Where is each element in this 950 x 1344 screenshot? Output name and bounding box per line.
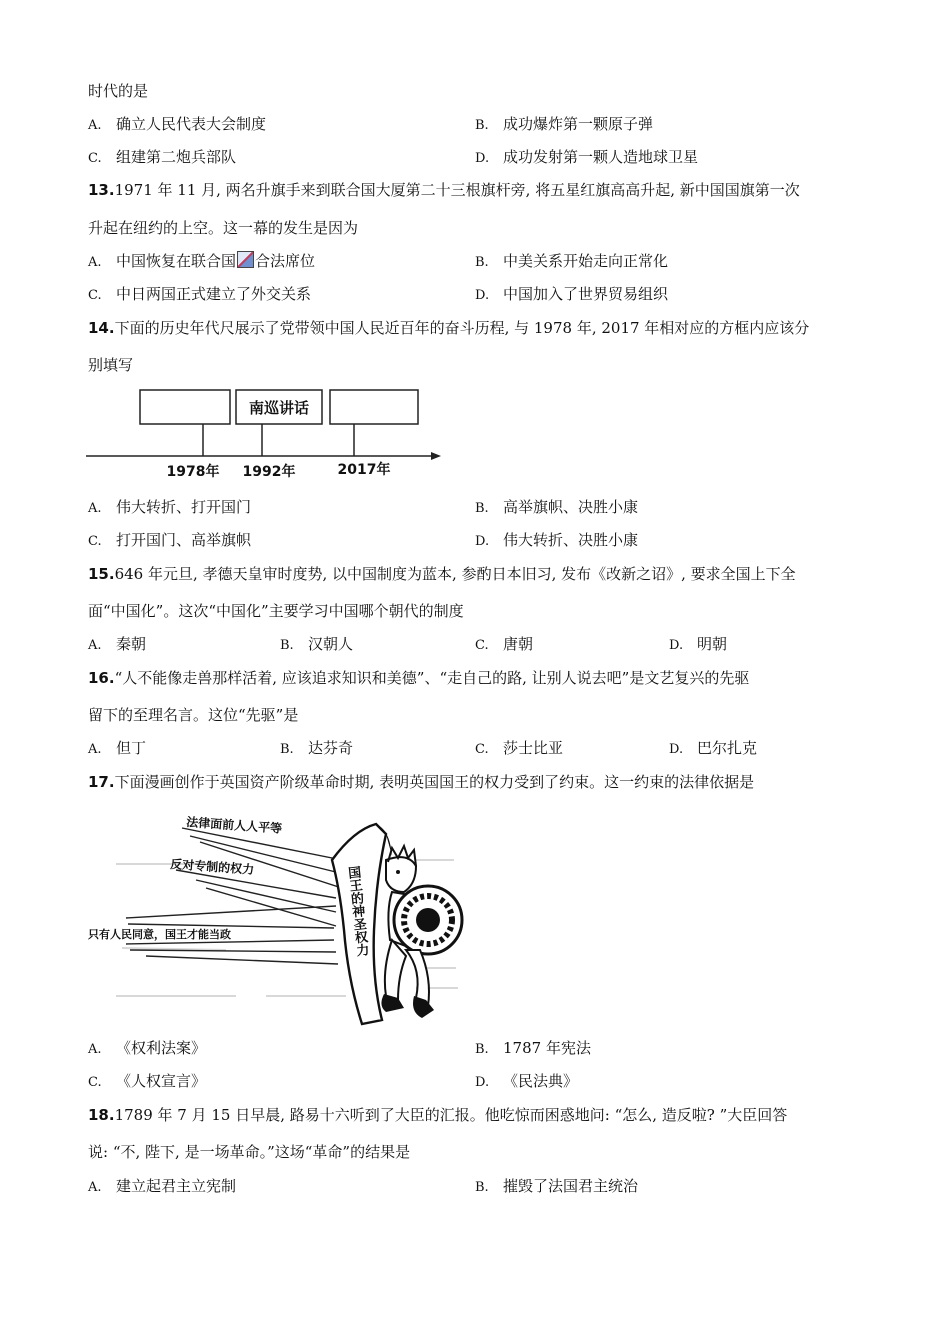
q12-option-d[interactable]: D. 成功发射第一颗人造地球卫星 (475, 148, 699, 166)
q17-option-c[interactable]: C. 《人权宣言》 (88, 1072, 207, 1090)
q15-option-c[interactable]: C. 唐朝 (475, 635, 534, 653)
q13-option-a[interactable]: A. 中国恢复在联合国 合法席位 (88, 252, 316, 270)
q12-option-a[interactable]: A. 确立人民代表大会制度 (88, 115, 267, 133)
q15-option-a[interactable]: A. 秦朝 (88, 635, 147, 653)
q14-option-b[interactable]: B. 高举旗帜、决胜小康 (475, 498, 639, 516)
king-figure (381, 846, 462, 1018)
q12-option-c[interactable]: C. 组建第二炮兵部队 (88, 148, 237, 166)
q17-option-a[interactable]: A. 《权利法案》 (88, 1039, 207, 1057)
q14-stem-line2: 别填写 (88, 356, 134, 374)
cartoon-figure (86, 800, 466, 1032)
q18-option-a[interactable]: A. 建立起君主立宪制 (88, 1177, 237, 1195)
q16-option-a[interactable]: A. 但丁 (88, 739, 147, 757)
timeline-year-label: 1978年 (166, 464, 220, 480)
q15-stem-line1: 15.646 年元旦, 孝德天皇审时度势, 以中国制度为蓝本, 参酌日本旧习, 发布《改新之诏》, 要求全国上下全 (88, 565, 796, 583)
q18-option-b[interactable]: B. 摧毁了法国君主统治 (475, 1177, 639, 1195)
arrow-rays (126, 828, 352, 964)
q16-option-c[interactable]: C. 莎士比亚 (475, 739, 564, 757)
q16-option-d[interactable]: D. 巴尔扎克 (669, 739, 758, 757)
q18-stem-line1: 18.1789 年 7 月 15 日早晨, 路易十六听到了大臣的汇报。他吃惊而困惑地问: “怎么, 造反啦? ”大臣回答 (88, 1106, 788, 1124)
q12-option-b[interactable]: B. 成功爆炸第一颗原子弹 (475, 115, 654, 133)
timeline-arrow-icon (431, 452, 441, 460)
q16-stem-line1: 16.“人不能像走兽那样活着, 应该追求知识和美德”、“走自己的路, 让别人说去吧”是文艺复兴的先驱 (88, 669, 750, 687)
q17-stem-line1: 17.下面漫画创作于英国资产阶级革命时期, 表明英国国王的权力受到了约束。这一约束的法律依据是 (88, 773, 755, 791)
q17-option-d[interactable]: D. 《民法典》 (475, 1072, 579, 1090)
timeline-box-2017[interactable] (330, 390, 418, 424)
timeline-year-label: 2017年 (337, 462, 391, 478)
q18-stem-line2: 说: “不, 陛下, 是一场革命。”这场“革命”的结果是 (88, 1143, 411, 1161)
cartoon-arrow-label: 反对专制的权力 (169, 857, 255, 877)
cartoon-arrow-label: 法律面前人人平等 (185, 815, 283, 836)
q15-stem-line2: 面“中国化”。这次“中国化”主要学习中国哪个朝代的制度 (88, 602, 464, 620)
q16-option-b[interactable]: B. 达芬奇 (280, 739, 354, 757)
shield-label: 国王的神圣权力 (344, 865, 369, 958)
q14-stem-line1: 14.下面的历史年代尺展示了党带领中国人民近百年的奋斗历程, 与 1978 年, 2017 年相对应的方框内应该分 (88, 319, 810, 337)
cartoon-arrow-label: 只有人民同意，国王才能当政 (88, 928, 231, 941)
timeline-box-label: 南巡讲话 (248, 399, 310, 417)
q13-stem-line1: 13.1971 年 11 月, 两名升旗手来到联合国大厦第二十三根旗杆旁, 将五星红旗高高升起, 新中国国旗第一次 (88, 181, 800, 199)
q15-option-b[interactable]: B. 汉朝人 (280, 635, 354, 653)
q17-option-b[interactable]: B. 1787 年宪法 (475, 1039, 591, 1057)
q13-option-c[interactable]: C. 中日两国正式建立了外交关系 (88, 285, 312, 303)
q13-stem-line2: 升起在纽约的上空。这一幕的发生是因为 (88, 219, 359, 237)
timeline-box-1978[interactable] (140, 390, 230, 424)
timeline-figure (86, 384, 446, 484)
q13-option-d[interactable]: D. 中国加入了世界贸易组织 (475, 285, 669, 303)
q14-option-a[interactable]: A. 伟大转折、打开国门 (88, 498, 252, 516)
q14-option-d[interactable]: D. 伟大转折、决胜小康 (475, 531, 639, 549)
timeline-year-label: 1992年 (242, 464, 296, 480)
question-continuation: 时代的是 (88, 82, 149, 100)
broken-glyph-icon (237, 251, 254, 268)
q15-option-d[interactable]: D. 明朝 (669, 635, 728, 653)
q16-stem-line2: 留下的至理名言。这位“先驱”是 (88, 706, 299, 724)
q14-option-c[interactable]: C. 打开国门、高举旗帜 (88, 531, 252, 549)
q13-option-b[interactable]: B. 中美关系开始走向正常化 (475, 252, 669, 270)
